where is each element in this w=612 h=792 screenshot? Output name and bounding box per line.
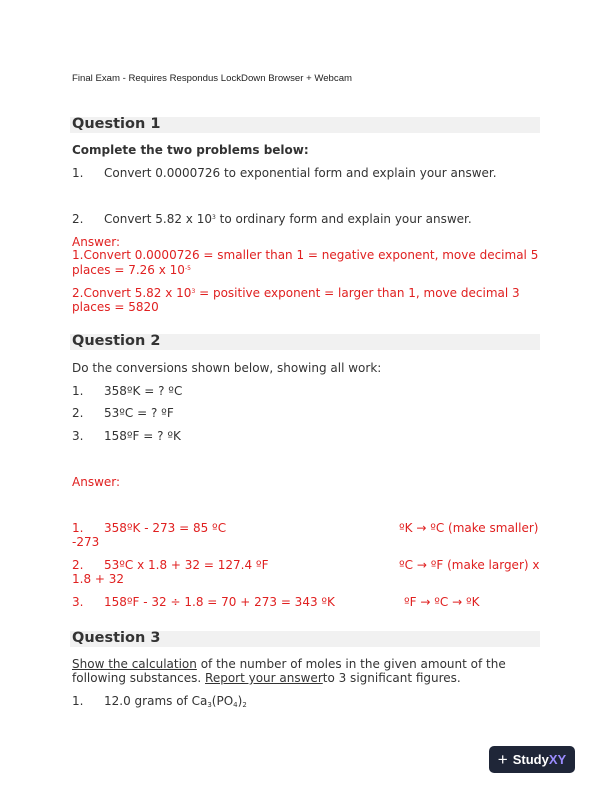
q2-answer-3-text: 158ºF - 32 ÷ 1.8 = 70 + 273 = 343 ºK [104,595,335,609]
q2-answer-3-num: 3. [72,595,84,609]
question-1-title: Question 1 [72,116,161,132]
q2-answer-2-num: 2. [72,558,84,572]
question-2-title: Question 2 [72,333,161,349]
q2-item-3-num: 3. [72,429,84,443]
q1-item-2-text: Convert 5.82 x $10^3$ to ordinary form and explain your answer. [104,212,472,226]
show-calculation-underlined: Show the calculation [72,657,197,671]
q3-instruction: Show the calculation of the number of moles in the given amount of the following substances. Report your answerto 3 significant figures. [72,657,506,685]
q2-answer-label: Answer: [72,475,121,489]
plus-icon: + [497,750,508,769]
q2-item-2-num: 2. [72,406,84,420]
q2-answer-1-text: 358ºK - 273 = 85 ºC [104,521,227,535]
q2-instruction: Do the conversions shown below, showing all work: [72,361,382,375]
q2-answer-2-text: 53ºC x 1.8 + 32 = 127.4 ºF [104,558,269,572]
q3-item-1-text: 12.0 grams of $Ca_3(PO_4)_2$ [104,694,247,709]
q2-item-1-text: 358ºK = ? ºC [104,384,183,398]
q1-item-2-num: 2. [72,212,84,226]
q3-item-1-num: 1. [72,694,84,708]
q2-answer-3-note: ºF → ºC → ºK [404,595,480,609]
q1-instruction: Complete the two problems below: [72,143,309,157]
q1-answer-1: 1.Convert 0.0000726 = smaller than 1 = negative exponent, move decimal 5 places = 7.26 x $10^{-5}$ [72,248,539,277]
q2-item-1-num: 1. [72,384,84,398]
studyxy-logo [489,746,575,773]
q2-answer-1-num: 1. [72,521,84,535]
logo-text: StudyXY [512,752,567,767]
q2-answer-1-cont: -273 [72,535,100,549]
q1-item-1-num: 1. [72,166,84,180]
q2-item-2-text: 53ºC = ? ºF [104,406,174,420]
q2-answer-1-note: ºK → ºC (make smaller) [399,521,539,535]
q1-answer-2: 2.Convert 5.82 x $10^3$ = positive exponent = larger than 1, move decimal 3 places = 5820 [72,286,520,314]
q2-answer-2-note: ºC → ºF (make larger) x [399,558,540,572]
question-3-title: Question 3 [72,630,161,646]
q1-item-1-text: Convert 0.0000726 to exponential form and explain your answer. [104,166,497,180]
q2-item-3-text: 158ºF = ? ºK [104,429,181,443]
exam-header: Final Exam - Requires Respondus LockDown Browser + Webcam [72,73,353,84]
q1-answer-label: Answer: [72,235,121,249]
report-answer-underlined: Report your answer [205,671,323,685]
q2-answer-2-cont: 1.8 + 32 [72,572,125,586]
